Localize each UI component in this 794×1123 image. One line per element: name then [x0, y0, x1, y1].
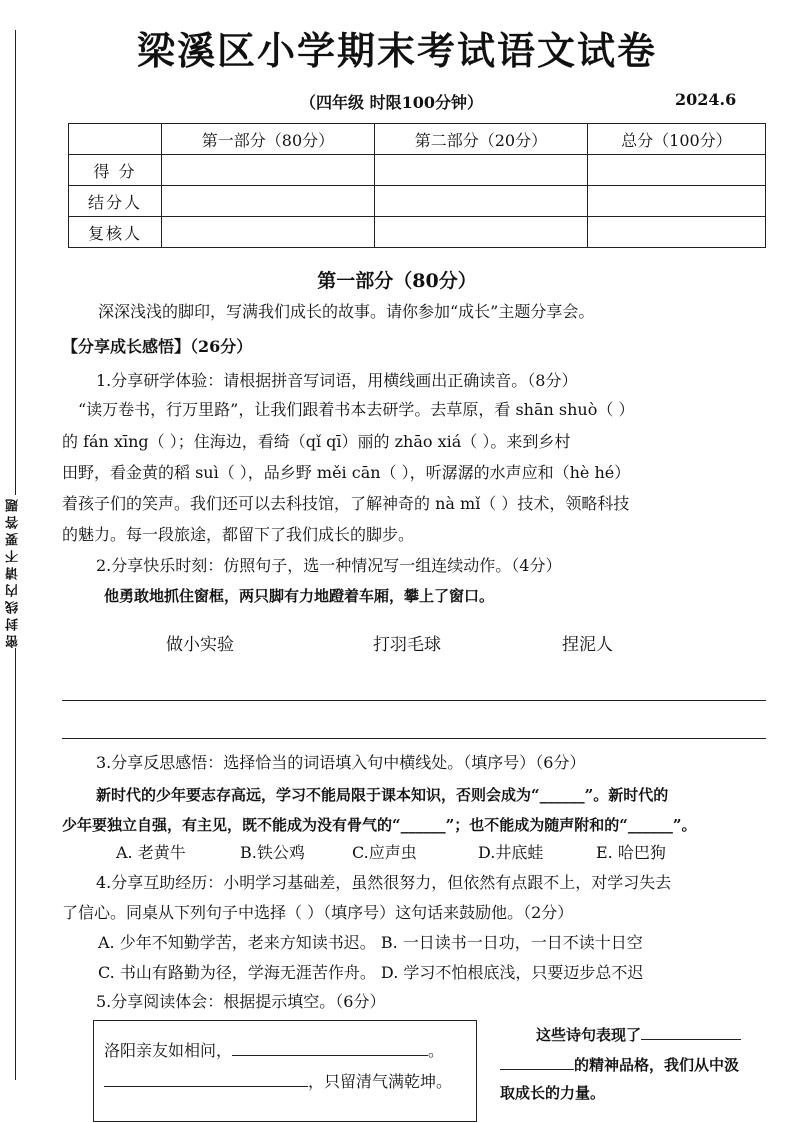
table-row [69, 186, 766, 217]
q5-prompt: 5.分享阅读体会：根据提示填空。（6分） [96, 992, 386, 1011]
q2-example: 他勇敢地抓住窗框，两只脚有力地蹬着车厢，攀上了窗口。 [104, 587, 495, 605]
q5-blank[interactable] [500, 1053, 574, 1070]
score-cell[interactable] [587, 155, 765, 186]
score-cell[interactable] [374, 155, 587, 186]
poem-blank[interactable] [232, 1039, 428, 1056]
poem-period: 。 [428, 1041, 445, 1060]
q3-prompt: 3.分享反思感悟：选择恰当的词语填入句中横线处。（填序号）（6分） [96, 753, 586, 772]
score-cell[interactable] [162, 155, 375, 186]
q4-choices: C. 书山有路勤为径，学海无涯苦作舟。 D. 学习不怕根底浅，只要迈步总不迟 [98, 963, 644, 982]
q1-line: 的 fán xīng（ ）；住海边，看绮（qǐ qī）丽的 zhāo xiá（ ）。来到乡村 [62, 432, 571, 451]
exam-title: 梁溪区小学期末考试语文试卷 [136, 28, 657, 73]
q5-right-text [500, 1053, 739, 1075]
q3-sentence: 新时代的少年要志存高远，学习不能局限于课本知识，否则会成为“______”。新时代的 [96, 786, 669, 804]
score-table-corner [69, 124, 162, 155]
score-col-total: 总分（100分） [587, 124, 765, 155]
q1-line: “读万卷书，行万里路”，让我们跟着书本去研学。去草原，看 shān shuò（ ） [78, 400, 635, 419]
score-cell[interactable] [587, 186, 765, 217]
exam-date: 2024.6 [675, 90, 737, 109]
score-table [68, 123, 766, 248]
q3-choice: E. 哈巴狗 [596, 843, 666, 862]
table-row [69, 155, 766, 186]
poem-line [104, 1039, 444, 1061]
poem-line [104, 1070, 452, 1092]
exam-subtitle: （四年级 时限100分钟） [300, 93, 483, 112]
q3-choice: A. 老黄牛 [116, 843, 186, 862]
q5-right-line: 这些诗句表现了 [536, 1026, 642, 1044]
q3-sentence: 少年要独立自强，有主见，既不能成为没有骨气的“______”；也不能成为随声附和的“______”。 [62, 816, 697, 834]
q5-right-text [536, 1023, 741, 1045]
answer-line[interactable] [62, 700, 766, 701]
q4-prompt: 4.分享互助经历：小明学习基础差，虽然很努力，但依然有点跟不上，对学习失去 [96, 873, 672, 892]
poem-verse: ，只留清气满乾坤。 [308, 1072, 453, 1091]
part1-intro: 深深浅浅的脚印，写满我们成长的故事。请你参加“成长”主题分享会。 [98, 302, 595, 321]
q3-choice: B.铁公鸡 [240, 843, 305, 862]
section-title: 【分享成长感悟】（26分） [62, 337, 253, 356]
score-cell[interactable] [374, 186, 587, 217]
score-cell[interactable] [162, 186, 375, 217]
q3-choice: D.井底蛙 [478, 843, 544, 862]
q2-option: 捏泥人 [562, 635, 613, 655]
score-cell[interactable] [374, 217, 587, 248]
q1-prompt: 1.分享研学体验：请根据拼音写词语，用横线画出正确读音。（8分） [96, 371, 578, 390]
poem-verse: 洛阳亲友如相问， [104, 1041, 233, 1060]
score-row-label: 得 分 [69, 155, 162, 186]
q4-choices: A. 少年不知勤学苦，老来方知读书迟。 B. 一日读书一日功，一日不读十日空 [98, 933, 643, 952]
score-row-label: 复核人 [69, 217, 162, 248]
answer-line[interactable] [62, 738, 766, 739]
q5-right-line: 取成长的力量。 [500, 1084, 606, 1102]
score-col-part2: 第二部分（20分） [374, 124, 587, 155]
q5-right-line: 的精神品格，我们从中汲 [574, 1056, 740, 1074]
q1-line: 田野，看金黄的稻 suì（ ），品乡野 měi cān（ ），听潺潺的水声应和（hè hé） [62, 463, 631, 482]
score-cell[interactable] [162, 217, 375, 248]
q4-prompt-cont: 了信心。同桌从下列句子中选择（ ）（填序号）这句话来鼓励他。（2分） [62, 903, 574, 922]
q5-blank[interactable] [641, 1023, 741, 1040]
q1-line: 着孩子们的笑声。我们还可以去科技馆，了解神奇的 nà mǐ（ ）技术，领略科技 [62, 494, 630, 513]
score-row-label: 结分人 [69, 186, 162, 217]
binding-notice: 密封线内请不要答题 [4, 495, 26, 648]
q2-option: 打羽毛球 [373, 635, 441, 655]
score-col-part1: 第一部分（80分） [162, 124, 375, 155]
poem-blank[interactable] [104, 1070, 308, 1087]
table-row [69, 217, 766, 248]
score-table-header [69, 124, 766, 155]
q1-line: 的魅力。每一段旅途，都留下了我们成长的脚步。 [62, 525, 415, 544]
q2-prompt: 2.分享快乐时刻：仿照句子，选一种情况写一组连续动作。（4分） [96, 556, 562, 575]
score-cell[interactable] [587, 217, 765, 248]
q2-option: 做小实验 [166, 635, 234, 655]
q3-choice: C.应声虫 [352, 843, 417, 862]
part1-heading: 第一部分（80分） [317, 270, 477, 292]
